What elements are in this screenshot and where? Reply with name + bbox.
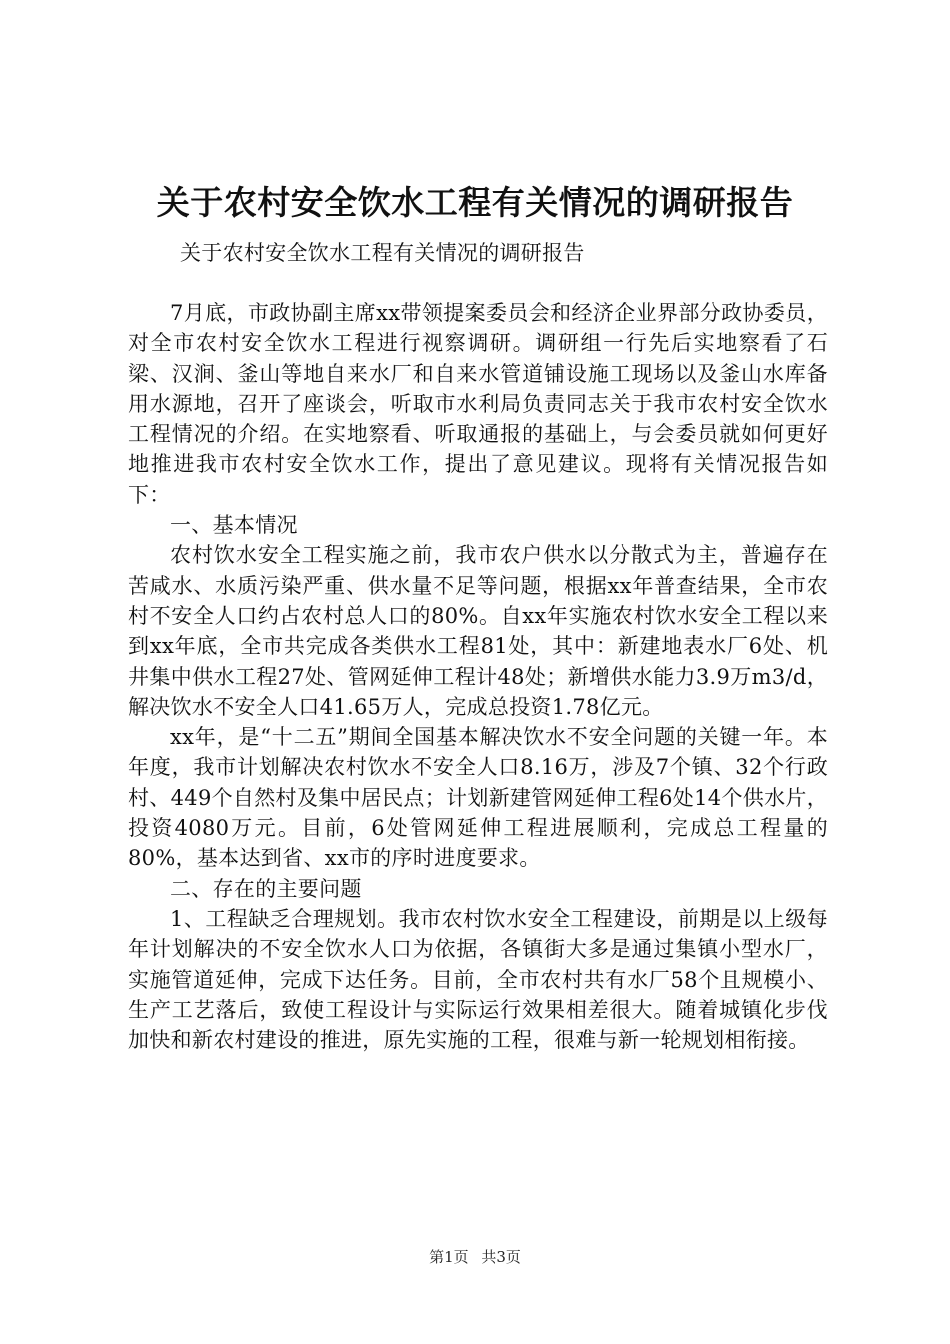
section-heading-basic-situation: 一、基本情况	[170, 513, 298, 538]
document-body	[128, 298, 828, 1055]
paragraph-annual-plan: xx年，是“十二五”期间全国基本解决饮水不安全问题的关键一年。本年度，我市计划解决农村饮水不安全人口8.16万，涉及7个镇、32个行政村、449个自然村及集中居民点；计划新建管网延伸工程6处14个供水片，投资4080万元。目前，6处管网延伸工程进展顺利，完成总工程量的80%，基本达到省、xx市的序时进度要求。	[128, 725, 828, 871]
document-subtitle: 关于农村安全饮水工程有关情况的调研报告	[180, 241, 585, 265]
section-heading-main-problems: 二、存在的主要问题	[170, 876, 362, 901]
page-total: 共3页	[481, 1248, 521, 1266]
page-footer	[0, 1246, 950, 1267]
paragraph-intro: 7月底，市政协副主席xx带领提案委员会和经济企业界部分政协委员，对全市农村安全饮水工程进行视察调研。调研组一行先后实地察看了石梁、汉涧、釜山等地自来水厂和自来水管道铺设施工现场以及釜山水库备用水源地，召开了座谈会，听取市水利局负责同志关于我市农村安全饮水工程情况的介绍。在实地察看、听取通报的基础上，与会委员就如何更好地推进我市农村安全饮水工作，提出了意见建议。现将有关情况报告如下：	[128, 301, 828, 507]
paragraph-basic-situation: 农村饮水安全工程实施之前，我市农户供水以分散式为主，普遍存在苦咸水、水质污染严重、供水量不足等问题，根据xx年普查结果，全市农村不安全人口约占农村总人口的80%。自xx年实施农村饮水安全工程以来到xx年底，全市共完成各类供水工程81处，其中：新建地表水厂6处、机井集中供水工程27处、管网延伸工程计48处；新增供水能力3.9万m3/d，解决饮水不安全人口41.65万人，完成总投资1.78亿元。	[128, 543, 828, 719]
paragraph-problem-1: 1、工程缺乏合理规划。我市农村饮水安全工程建设，前期是以上级每年计划解决的不安全饮水人口为依据，各镇街大多是通过集镇小型水厂，实施管道延伸，完成下达任务。目前，全市农村共有水厂58个且规模小、生产工艺落后，致使工程设计与实际运行效果相差很大。随着城镇化步伐加快和新农村建设的推进，原先实施的工程，很难与新一轮规划相衔接。	[128, 906, 828, 1053]
document-title: 关于农村安全饮水工程有关情况的调研报告	[156, 183, 794, 222]
page-number: 第1页	[429, 1248, 469, 1266]
